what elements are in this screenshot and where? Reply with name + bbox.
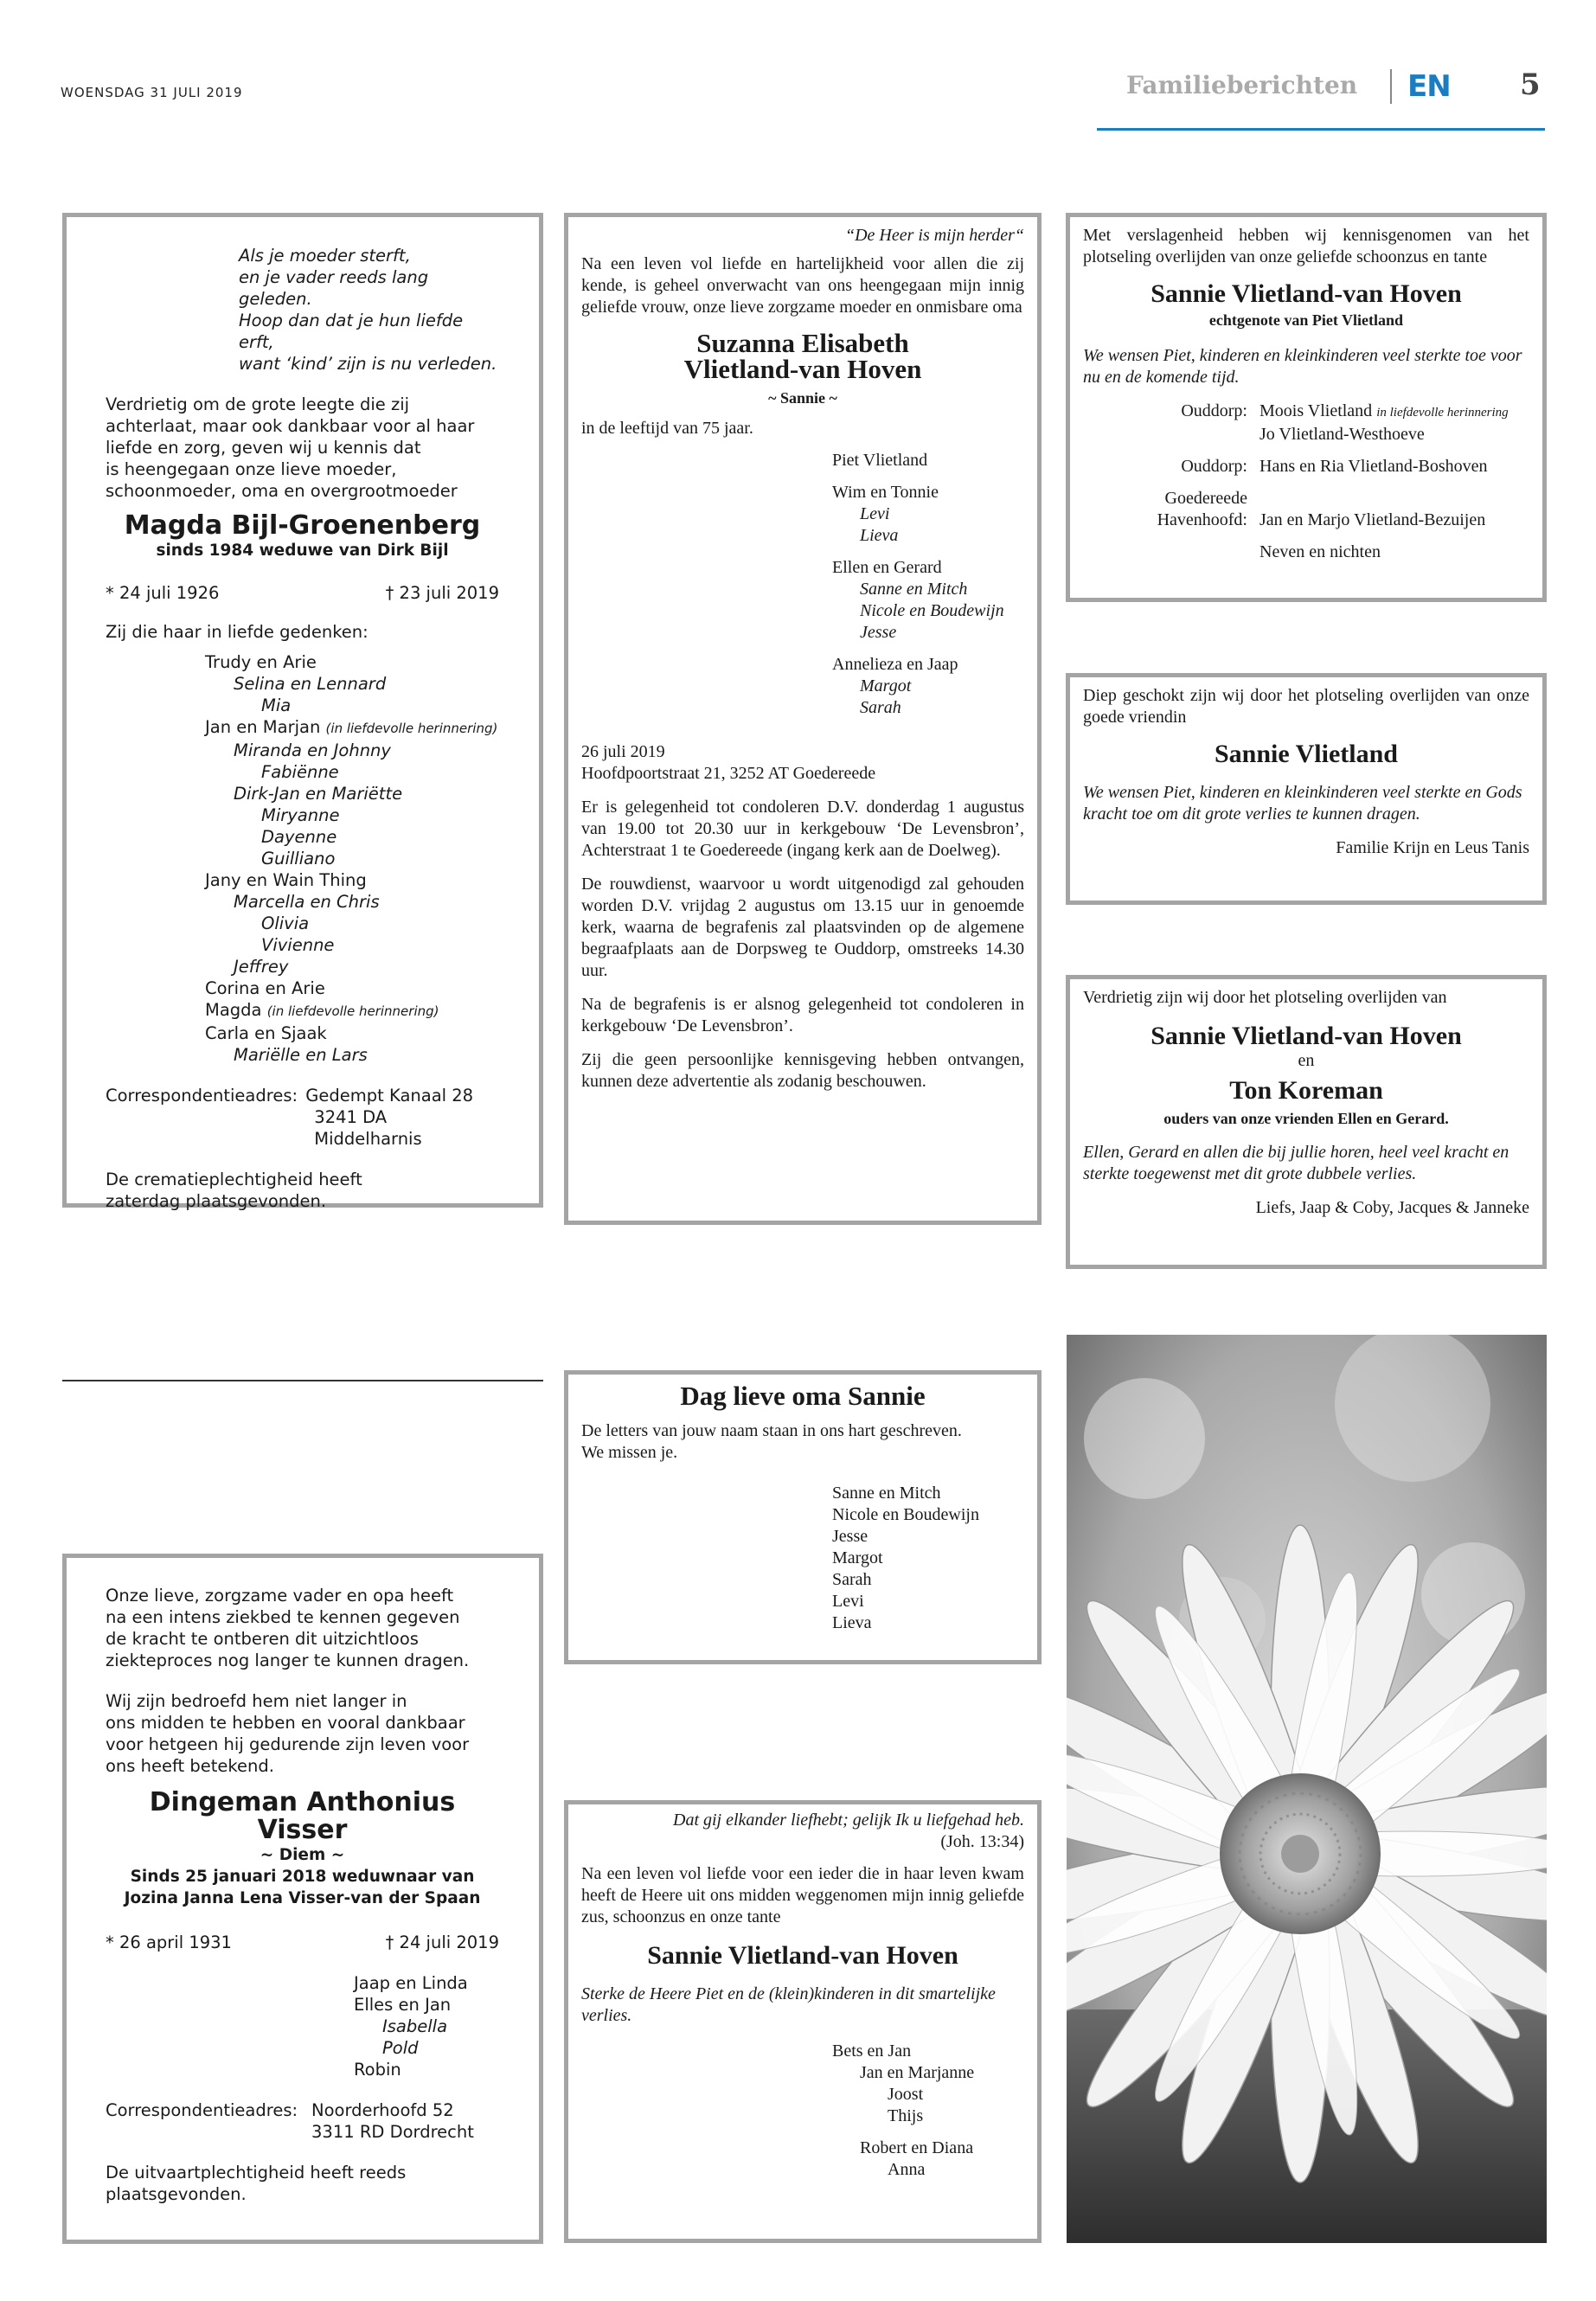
daisy-illustration [1067, 1335, 1547, 2243]
family-member: Mariëlle en Lars [234, 1045, 368, 1065]
correspondence-address [106, 2099, 499, 2143]
intro-line: liefde en zorg, geven wij u kennis dat [106, 438, 421, 458]
tribute1-content [1083, 225, 1529, 563]
signature: Liefs, Jaap & Coby, Jacques & Janneke [1255, 1198, 1529, 1217]
intro-line: Onze lieve, zorgzame vader en opa heeft [106, 1586, 454, 1606]
family-member: Jan en Marjanne [860, 2063, 975, 2082]
en-logo: EN [1407, 69, 1451, 104]
poem-line: want ‘kind’ zijn is nu verleden. [239, 354, 497, 374]
closing-line: De crematieplechtigheid heeft [106, 1170, 362, 1189]
family-member: Magda (in liefdevolle herinnering) [205, 1000, 439, 1020]
message-line: We missen je. [581, 1443, 678, 1462]
intro-line: de kracht te ontberen dit uitzichtloos [106, 1629, 419, 1649]
intro-text: Verdrietig zijn wij door het plotseling overlijden van [1083, 988, 1447, 1007]
intro-line: ons heeft betekend. [106, 1756, 274, 1776]
family-member: Robert en Diana [860, 2138, 974, 2157]
deceased-name: Ton Koreman [1229, 1076, 1383, 1105]
message-line: De letters van jouw naam staan in ons hart geschreven. [581, 1421, 962, 1440]
deceased-name: Sannie Vlietland-van Hoven [1151, 1022, 1462, 1050]
deceased-subtitle: Sinds 25 januari 2018 weduwnaar van [130, 1868, 475, 1886]
family-member: Ellen en Gerard [832, 558, 942, 577]
deceased-subtitle: sinds 1984 weduwe van Dirk Bijl [156, 542, 449, 560]
correspondence-address [106, 1085, 499, 1150]
deceased-name: Sannie Vlietland-van Hoven [647, 1941, 958, 1970]
bible-quote: Dat gij elkander liefhebt; gelijk Ik u liefgehad heb. [673, 1811, 1024, 1830]
family-list [106, 1972, 499, 2080]
intro-line: achterlaat, maar ook dankbaar voor al haar [106, 416, 475, 436]
grandchild-name: Jesse [832, 1527, 869, 1546]
grandchild-name: Margot [832, 1548, 883, 1567]
address-line: Gedempt Kanaal 28 [305, 1086, 474, 1106]
family-member: Nicole en Boudewijn [860, 601, 1004, 620]
address-line: 3241 DA Middelharnis [314, 1107, 422, 1149]
suzanna-content [581, 225, 1024, 1093]
wish-text: Sterke de Heere Piet en de (klein)kinderen in dit smartelijke verlies. [581, 1984, 996, 2025]
family-member: Marcella en Chris [234, 892, 380, 912]
name-line: Vlietland-van Hoven [683, 354, 922, 384]
family-member: Sarah [860, 698, 901, 717]
closing-line: De uitvaartplechtigheid heeft reeds [106, 2163, 407, 2182]
magda-poem [106, 245, 499, 375]
nickname: ~ Diem ~ [260, 1846, 345, 1864]
family-member: Vivienne [261, 935, 335, 955]
family-member: Lieva [860, 526, 899, 545]
deceased-subtitle: echtgenote van Piet Vlietland [1208, 311, 1404, 329]
condolence-text: Er is gelegenheid tot condoleren D.V. donderdag 1 augustus van 19.00 tot 20.30 uur in kerkgebouw ‘De Levensbron’, Achterstraat 1 te Goedereede (ingang kerk aan de Doelweg). [581, 798, 1024, 860]
deceased-name: Dingeman Anthonius Visser [149, 1787, 456, 1845]
family-member: Pold [382, 2038, 419, 2058]
tribute3-content [1083, 987, 1529, 1219]
intro-text: Met verslagenheid hebben wij kennisgenomen van het plotseling overlijden van onze geliefde schoonzus en tante [1083, 226, 1529, 266]
family-member: Jo Vlietland-Westhoeve [1259, 425, 1425, 444]
deceased-name: Magda Bijl-Groenenberg [124, 510, 481, 541]
after-funeral-text: Na de begrafenis is er alsnog gelegenheid tot condoleren in kerkgebouw ‘De Levensbron’. [581, 995, 1024, 1035]
family-member: Miranda en Johnny [234, 740, 391, 760]
wish-text: Ellen, Gerard en allen die bij jullie horen, heel veel kracht en sterkte toegewenst met dit grote dubbele verlies. [1083, 1143, 1509, 1183]
address-line: Noorderhoofd 52 [311, 2100, 454, 2120]
intro-text: Diep geschokt zijn wij door het plotseling overlijden van onze goede vriendin [1083, 686, 1529, 727]
family-member: Thijs [888, 2106, 924, 2125]
life-dates [106, 582, 499, 604]
family-member: Selina en Lennard [234, 674, 387, 694]
family-member: Wim en Tonnie [832, 483, 939, 502]
family-member: Fabiënne [261, 762, 339, 782]
family-list [106, 651, 499, 1066]
poem-line: Hoop dan dat je hun liefde erft, [239, 311, 464, 352]
family-row [1083, 488, 1529, 531]
family-member: Margot [860, 676, 912, 695]
family-member: Robin [354, 2060, 401, 2080]
family-member: Carla en Sjaak [205, 1023, 327, 1043]
header-rule [1097, 128, 1545, 131]
deceased-name: Sannie Vlietland [1214, 740, 1398, 768]
oma-content [581, 1382, 1024, 1634]
grandchildren-list [581, 1483, 1024, 1634]
grandchild-name: Nicole en Boudewijn [832, 1505, 979, 1524]
signature: Familie Krijn en Leus Tanis [1336, 838, 1529, 857]
family-list [581, 450, 1024, 719]
intro-line: Verdrietig om de grote leegte die zij [106, 394, 410, 414]
relatives: Neven en nichten [1259, 542, 1381, 561]
family-member: Mia [261, 695, 292, 715]
family-member: Jany en Wain Thing [205, 870, 367, 890]
family-member: Anna [888, 2160, 926, 2179]
intro-line: schoonmoeder, oma en overgrootmoeder [106, 481, 458, 501]
family-member: Guilliano [261, 849, 336, 868]
family-row [1083, 456, 1529, 478]
funeral-text: De rouwdienst, waarvoor u wordt uitgenodigd zal gehouden worden D.V. vrijdag 2 augustus om 13.15 uur in genoemde kerk, waarna de begrafenis zal plaatsvinden op de algemene begraafplaats aan de Dorpsweg te Ouddorp, omstreeks 14.30 uur. [581, 875, 1024, 980]
family-member: Jaap en Linda [354, 1973, 468, 1993]
family-member: Joost [888, 2085, 924, 2104]
address-line: Hoofdpoortstraat 21, 3252 AT Goedereede [581, 764, 876, 783]
intro-text: Na een leven vol liefde voor een ieder die in haar leven kwam heeft de Heere uit ons midden weggenomen mijn innig geliefde zus, schoonzus en onze tante [581, 1864, 1024, 1926]
family-member: Piet Vlietland [832, 451, 928, 470]
family-member: Isabella [382, 2016, 448, 2036]
intro-line: voor hetgeen hij gedurende zijn leven voor [106, 1734, 470, 1754]
poem-line: Als je moeder sterft, [239, 246, 411, 266]
deceased-subtitle: ouders van onze vrienden Ellen en Gerard. [1163, 1110, 1449, 1127]
intro-line: is heengegaan onze lieve moeder, [106, 459, 397, 479]
family-member: Dirk-Jan en Mariëtte [234, 784, 403, 804]
intro-text: Na een leven vol liefde en hartelijkheid voor allen die zij kende, is geheel onverwacht van ons heengegaan mijn innig geliefde vrouw, onze lieve zorgzame moeder en onmisbare oma [581, 254, 1024, 317]
header-separator [1390, 69, 1392, 104]
bible-quote: “De Heer is mijn herder“ [844, 226, 1024, 245]
intro-line: na een intens ziekbed te kennen gegeven [106, 1607, 460, 1627]
family-member: Elles en Jan [354, 1995, 452, 2015]
family-member: Olivia [261, 913, 310, 933]
birth-date: * 26 april 1931 [106, 1932, 232, 1952]
family-row: Ouddorp: Moois Vlietland in liefdevolle herinnering Jo Vlietland-Westhoeve [1083, 401, 1529, 445]
grandchild-name: Sanne en Mitch [832, 1484, 941, 1503]
family-member: Moois Vlietland [1259, 401, 1373, 420]
deceased-name: Sannie Vlietland-van Hoven [1151, 279, 1462, 308]
wish-text: We wensen Piet, kinderen en kleinkinderen veel sterkte en Gods kracht toe om dit grote verlies te kunnen dragen. [1083, 783, 1522, 824]
tribute2-content [1083, 685, 1529, 859]
section-title: Familieberichten [1126, 71, 1358, 99]
daisy-photo [1067, 1335, 1547, 2243]
family-member: Levi [860, 504, 890, 523]
location-label: Ouddorp: [1181, 457, 1247, 476]
location-label: Ouddorp: [1181, 401, 1247, 420]
family-member: Sanne en Mitch [860, 580, 968, 599]
conjunction: en [1298, 1051, 1315, 1070]
closing-line: zaterdag plaatsgevonden. [106, 1191, 327, 1211]
correspondence-label: Correspondentieadres: [106, 2100, 298, 2120]
correspondence-label: Correspondentieadres: [106, 1086, 298, 1106]
sister-content [581, 1810, 1024, 2181]
bible-reference: (Joh. 13:34) [940, 1832, 1024, 1851]
family-member: Hans en Ria Vlietland-Boshoven [1259, 457, 1488, 476]
nickname: ~ Sannie ~ [768, 389, 837, 407]
deceased-subtitle: Jozina Janna Lena Visser-van der Spaan [124, 1889, 481, 1907]
intro-line: ons midden te hebben en vooral dankbaar [106, 1713, 465, 1733]
gedenken-label: Zij die haar in liefde gedenken: [106, 622, 369, 642]
page-date: WOENSDAG 31 JULI 2019 [61, 85, 243, 100]
message-title: Dag lieve oma Sannie [680, 1381, 926, 1411]
family-member: Bets en Jan [832, 2041, 912, 2061]
age-text: in de leeftijd van 75 jaar. [581, 419, 753, 438]
page-number: 5 [1520, 67, 1541, 102]
address-line: 3311 RD Dordrecht [311, 2122, 474, 2142]
closing-line: plaatsgevonden. [106, 2184, 247, 2204]
location-label: Goedereede Havenhoofd: [1157, 489, 1247, 529]
magda-content [106, 245, 499, 1212]
deceased-name [581, 330, 1024, 382]
grandchild-name: Levi [832, 1592, 864, 1611]
family-member: Jesse [860, 623, 897, 642]
intro-line: ziekteproces nog langer te kunnen dragen. [106, 1650, 470, 1670]
name-line: Suzanna Elisabeth [696, 328, 909, 358]
family-member: Trudy en Arie [205, 652, 317, 672]
birth-date: * 24 juli 1926 [106, 583, 220, 603]
family-member: Dayenne [261, 827, 337, 847]
grandchild-name: Lieva [832, 1613, 872, 1632]
death-date: † 23 juli 2019 [385, 583, 499, 603]
column-divider [62, 1380, 543, 1381]
notice-text: Zij die geen persoonlijke kennisgeving hebben ontvangen, kunnen deze advertentie als zodanig beschouwen. [581, 1050, 1024, 1091]
family-member: Miryanne [261, 805, 340, 825]
poem-line: en je vader reeds lang geleden. [239, 267, 429, 309]
visser-content [106, 1585, 499, 2205]
grandchild-name: Sarah [832, 1570, 872, 1589]
date-line: 26 juli 2019 [581, 742, 665, 761]
family-member: Jan en Marjo Vlietland-Bezuijen [1259, 510, 1486, 529]
death-date: † 24 juli 2019 [385, 1932, 499, 1952]
wish-text: We wensen Piet, kinderen en kleinkinderen veel sterkte toe voor nu en de komende tijd. [1083, 346, 1522, 387]
life-dates [106, 1932, 499, 1953]
family-member: Jeffrey [234, 957, 289, 977]
family-member: Jan en Marjan (in liefdevolle herinnering) [205, 717, 498, 737]
family-list [581, 2041, 1024, 2181]
family-member: Annelieza en Jaap [832, 655, 958, 674]
intro-line: Wij zijn bedroefd hem niet langer in [106, 1691, 407, 1711]
family-member: Corina en Arie [205, 978, 325, 998]
